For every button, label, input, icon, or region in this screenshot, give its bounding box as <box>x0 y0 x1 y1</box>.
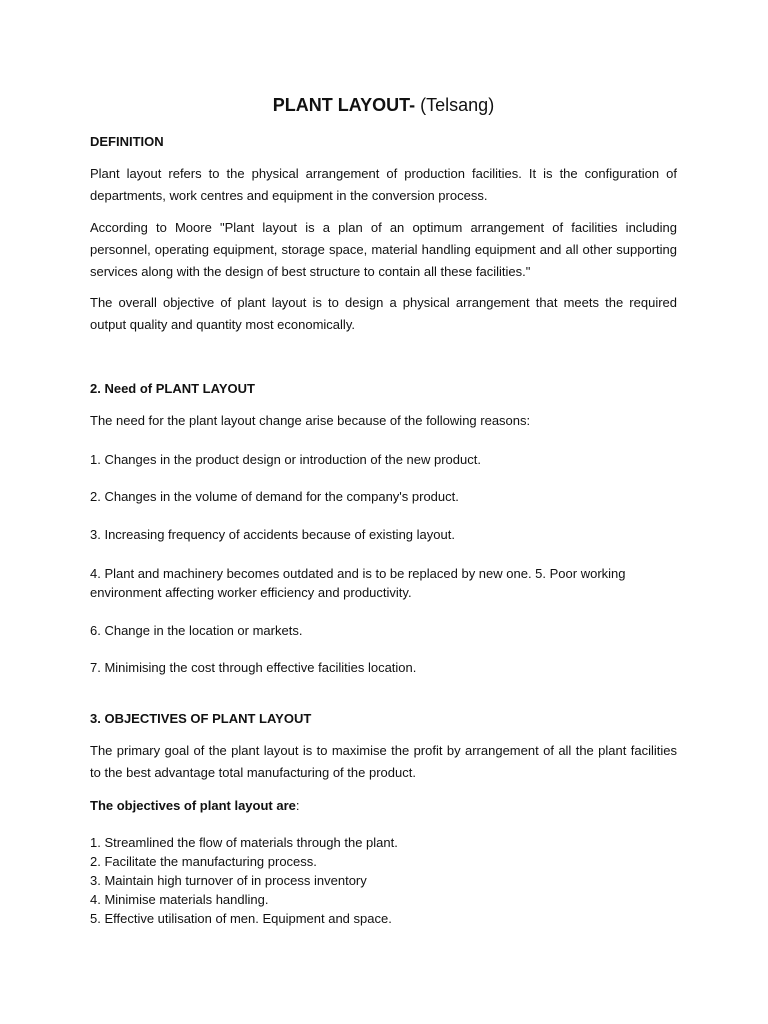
need-item: 4. Plant and machinery becomes outdated and is to be replaced by new one. 5. Poor working environment affecting worker efficiency and productivity. <box>90 566 626 600</box>
need-item: 3. Increasing frequency of accidents because of existing layout. <box>90 527 455 542</box>
title-author: (Telsang) <box>420 95 495 115</box>
objectives-heading: 3. OBJECTIVES OF PLANT LAYOUT <box>90 711 312 726</box>
document-page <box>90 0 677 1024</box>
definition-paragraph-3: The overall objective of plant layout is to design a physical arrangement that meets the required output quality and quantity most economically. <box>90 295 677 332</box>
definition-heading: DEFINITION <box>90 134 164 149</box>
need-intro: The need for the plant layout change arise because of the following reasons: <box>90 413 531 428</box>
definition-paragraph-2: According to Moore "Plant layout is a plan of an optimum arrangement of facilities including personnel, operating equipment, storage space, material handling equipment and all other supporting services along with the design of best structure to contain all these facilities." <box>90 220 677 279</box>
objectives-item: 1. Streamlined the flow of materials through the plant. <box>90 835 398 850</box>
need-item: 7. Minimising the cost through effective facilities location. <box>90 660 417 675</box>
need-heading: 2. Need of PLANT LAYOUT <box>90 381 255 396</box>
need-item: 2. Changes in the volume of demand for the company's product. <box>90 489 459 504</box>
objectives-subheading-text: The objectives of plant layout are <box>90 798 296 813</box>
title-bold: PLANT LAYOUT- <box>272 95 416 115</box>
objectives-subheading-colon: : <box>295 798 300 813</box>
objectives-subheading <box>90 796 677 815</box>
objectives-list <box>90 833 677 928</box>
need-item: 1. Changes in the product design or introduction of the new product. <box>90 452 481 467</box>
objectives-intro: The primary goal of the plant layout is to maximise the profit by arrangement of all the plant facilities to the best advantage total manufacturing of the product. <box>90 743 677 780</box>
page-title <box>90 95 677 116</box>
objectives-item: 2. Facilitate the manufacturing process. <box>90 854 317 869</box>
objectives-item: 5. Effective utilisation of men. Equipment and space. <box>90 911 392 926</box>
definition-paragraph-1: Plant layout refers to the physical arrangement of production facilities. It is the configuration of departments, work centres and equipment in the conversion process. <box>90 166 677 203</box>
objectives-item: 3. Maintain high turnover of in process inventory <box>90 873 367 888</box>
need-item: 6. Change in the location or markets. <box>90 623 303 638</box>
objectives-item: 4. Minimise materials handling. <box>90 892 269 907</box>
